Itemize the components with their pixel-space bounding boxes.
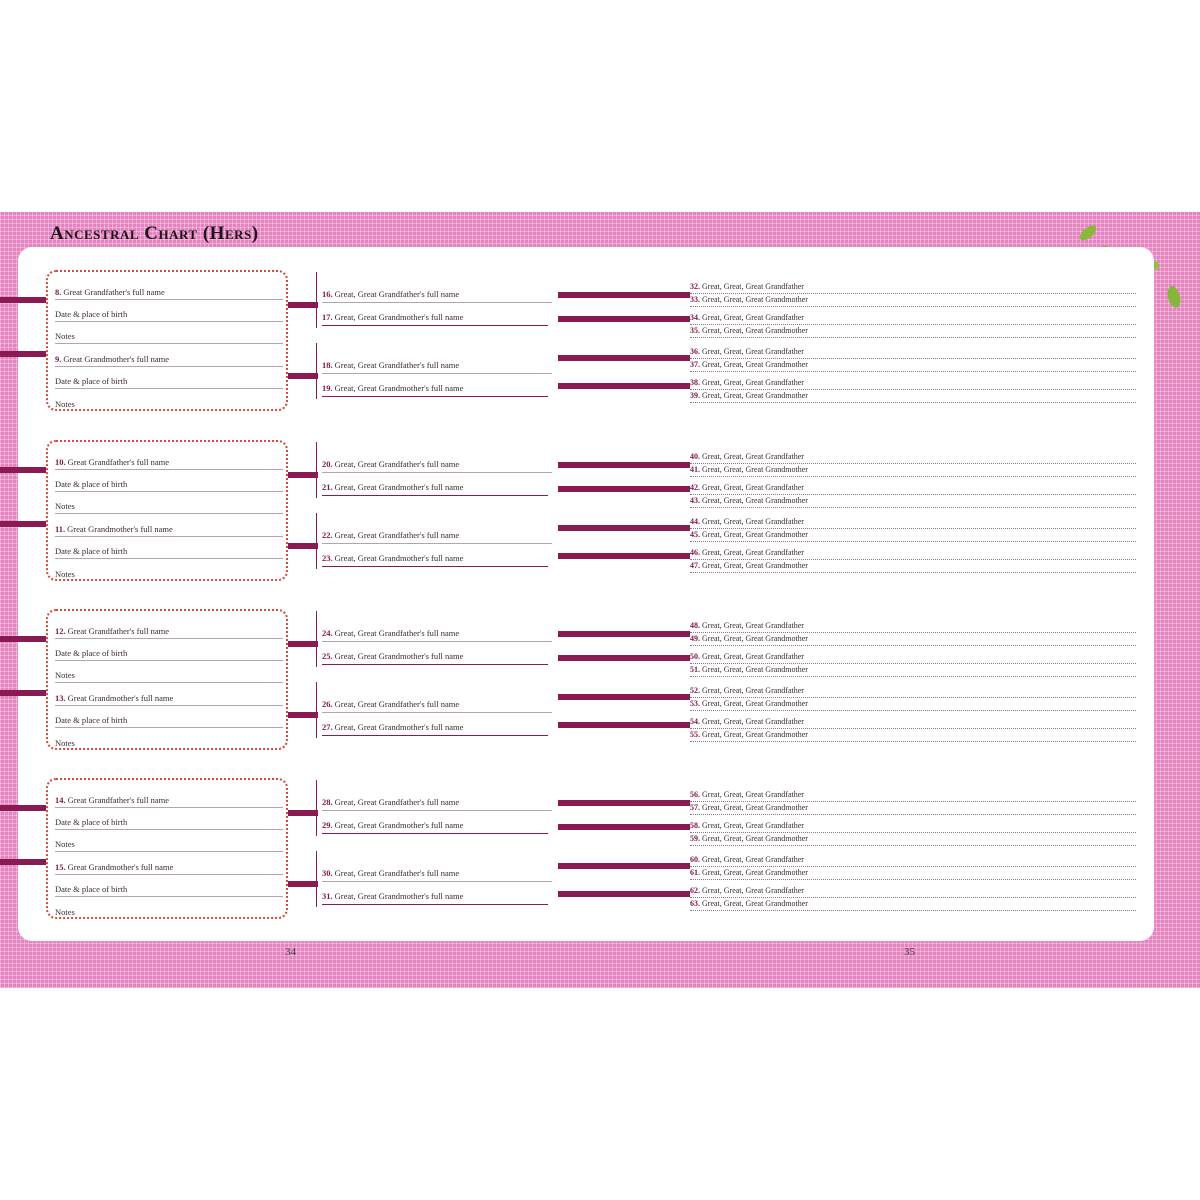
great-great-great-grandparent-field[interactable] [690, 561, 1136, 573]
entry-number: 20. [322, 459, 333, 469]
entry-number: 61. [690, 868, 700, 877]
entry-number: 12. [55, 626, 66, 636]
connector-bar [558, 824, 690, 830]
entry-label: Great, Great, Great Grandfather [702, 790, 804, 799]
entry-label: Great Grandfather's full name [67, 626, 169, 636]
connector-bar [558, 891, 690, 897]
entry-label: Notes [55, 738, 75, 748]
gm-notes-field[interactable] [55, 738, 283, 750]
entry-label: Great, Great, Great Grandmother [702, 634, 808, 643]
entry-number: 56. [690, 790, 700, 799]
connector-bar [558, 694, 690, 700]
gm-name-field[interactable] [55, 354, 283, 367]
great-great-great-grandparent-field[interactable] [690, 517, 1136, 529]
great-great-grandparent-field[interactable] [322, 699, 552, 713]
great-great-great-grandparent-field[interactable] [690, 483, 1136, 495]
entry-number: 11. [55, 524, 66, 534]
great-great-great-grandparent-field[interactable] [690, 313, 1136, 325]
great-great-grandparent-field[interactable] [322, 722, 548, 736]
entry-label: Great Grandfather's full name [67, 457, 169, 467]
great-great-great-grandparent-field[interactable] [690, 391, 1136, 403]
great-great-great-grandparent-field[interactable] [690, 378, 1136, 390]
gm-name-field[interactable] [55, 862, 283, 875]
entry-label: Great, Great, Great Grandfather [702, 686, 804, 695]
gm-name-field[interactable] [55, 693, 283, 706]
entry-label: Great, Great Grandfather's full name [334, 459, 460, 469]
connector-bar [0, 805, 46, 811]
entry-label: Great, Great Grandmother's full name [334, 891, 464, 901]
connector-bar [558, 525, 690, 531]
great-great-grandparent-field[interactable] [322, 868, 552, 882]
entry-number: 15. [55, 862, 66, 872]
entry-number: 23. [322, 553, 333, 563]
entry-label: Date & place of birth [55, 309, 128, 319]
entry-label: Great, Great, Great Grandfather [702, 483, 804, 492]
great-great-grandparent-field[interactable] [322, 360, 552, 374]
connector-bar [558, 383, 690, 389]
great-great-great-grandparent-field[interactable] [690, 899, 1136, 911]
great-great-great-grandparent-field[interactable] [690, 717, 1136, 729]
entry-number: 18. [322, 360, 333, 370]
entry-number: 37. [690, 360, 700, 369]
entry-number: 59. [690, 834, 700, 843]
entry-number: 32. [690, 282, 700, 291]
entry-number: 48. [690, 621, 700, 630]
great-great-great-grandparent-field[interactable] [690, 282, 1136, 294]
entry-label: Great, Great, Great Grandmother [702, 834, 808, 843]
connector-bar [288, 810, 318, 816]
great-great-grandparent-field[interactable] [322, 312, 548, 326]
great-great-great-grandparent-field[interactable] [690, 621, 1136, 633]
great-great-grandparent-field[interactable] [322, 820, 548, 834]
connector-bar [0, 297, 46, 303]
entry-label: Great, Great, Great Grandfather [702, 347, 804, 356]
entry-number: 57. [690, 803, 700, 812]
gf-birth-field[interactable] [55, 648, 283, 661]
page-number-right: 35 [904, 946, 915, 958]
great-great-great-grandparent-field[interactable] [690, 452, 1136, 464]
connector-bar [0, 690, 46, 696]
entry-label: Great, Great, Great Grandmother [702, 530, 808, 539]
entry-number: 43. [690, 496, 700, 505]
entry-label: Great, Great Grandfather's full name [334, 797, 460, 807]
bracket-line [316, 343, 317, 399]
great-great-grandparent-field[interactable] [322, 459, 552, 473]
connector-bar [558, 655, 690, 661]
entry-label: Great Grandmother's full name [67, 524, 173, 534]
entry-number: 28. [322, 797, 333, 807]
connector-bar [558, 800, 690, 806]
entry-label: Great, Great, Great Grandmother [702, 465, 808, 474]
great-great-great-grandparent-field[interactable] [690, 465, 1136, 477]
gm-notes-field[interactable] [55, 907, 283, 919]
entry-label: Great, Great, Great Grandmother [702, 868, 808, 877]
entry-label: Great, Great Grandmother's full name [334, 651, 464, 661]
entry-number: 8. [55, 287, 62, 297]
entry-label: Notes [55, 839, 75, 849]
gf-birth-field[interactable] [55, 817, 283, 830]
great-great-great-grandparent-field[interactable] [690, 548, 1136, 560]
entry-number: 40. [690, 452, 700, 461]
entry-number: 44. [690, 517, 700, 526]
entry-label: Great, Great, Great Grandmother [702, 391, 808, 400]
entry-label: Great, Great, Great Grandfather [702, 652, 804, 661]
entry-number: 49. [690, 634, 700, 643]
entry-number: 13. [55, 693, 66, 703]
gf-name-field[interactable] [55, 287, 283, 300]
bracket-line [316, 513, 317, 569]
gf-birth-field[interactable] [55, 309, 283, 322]
entry-label: Great, Great Grandmother's full name [334, 820, 464, 830]
connector-bar [558, 553, 690, 559]
entry-number: 35. [690, 326, 700, 335]
entry-label: Great, Great, Great Grandmother [702, 730, 808, 739]
bracket-line [316, 272, 317, 328]
great-great-great-grandparent-field[interactable] [690, 686, 1136, 698]
entry-number: 39. [690, 391, 700, 400]
entry-label: Notes [55, 569, 75, 579]
entry-label: Great Grandmother's full name [63, 354, 169, 364]
entry-label: Date & place of birth [55, 376, 128, 386]
entry-number: 41. [690, 465, 700, 474]
entry-label: Great, Great Grandmother's full name [334, 312, 464, 322]
entry-label: Great, Great, Great Grandfather [702, 821, 804, 830]
gf-notes-field[interactable] [55, 331, 283, 344]
great-great-grandparent-field[interactable] [322, 797, 552, 811]
entry-number: 58. [690, 821, 700, 830]
entry-label: Great, Great Grandfather's full name [334, 289, 460, 299]
entry-number: 42. [690, 483, 700, 492]
gf-birth-field[interactable] [55, 479, 283, 492]
entry-label: Great, Great Grandmother's full name [334, 482, 464, 492]
entry-label: Great, Great, Great Grandmother [702, 699, 808, 708]
connector-bar [0, 859, 46, 865]
great-great-great-grandparent-field[interactable] [690, 790, 1136, 802]
connector-bar [558, 316, 690, 322]
entry-number: 50. [690, 652, 700, 661]
gf-name-field[interactable] [55, 795, 283, 808]
entry-label: Great, Great, Great Grandmother [702, 295, 808, 304]
great-great-great-grandparent-field[interactable] [690, 803, 1136, 815]
gm-notes-field[interactable] [55, 569, 283, 581]
gf-notes-field[interactable] [55, 501, 283, 514]
great-great-great-grandparent-field[interactable] [690, 868, 1136, 880]
gf-notes-field[interactable] [55, 670, 283, 683]
connector-bar [288, 302, 318, 308]
entry-number: 25. [322, 651, 333, 661]
entry-number: 17. [322, 312, 333, 322]
great-great-great-grandparent-field[interactable] [690, 360, 1136, 372]
gm-birth-field[interactable] [55, 546, 283, 559]
entry-label: Notes [55, 907, 75, 917]
great-great-great-grandparent-field[interactable] [690, 855, 1136, 867]
entry-number: 54. [690, 717, 700, 726]
entry-label: Great, Great, Great Grandfather [702, 621, 804, 630]
entry-number: 14. [55, 795, 66, 805]
connector-bar [288, 641, 318, 647]
entry-number: 29. [322, 820, 333, 830]
gm-name-field[interactable] [55, 524, 283, 537]
gm-birth-field[interactable] [55, 884, 283, 897]
entry-number: 60. [690, 855, 700, 864]
connector-bar [558, 355, 690, 361]
gf-notes-field[interactable] [55, 839, 283, 852]
entry-number: 51. [690, 665, 700, 674]
entry-number: 31. [322, 891, 333, 901]
great-great-great-grandparent-field[interactable] [690, 347, 1136, 359]
great-great-great-grandparent-field[interactable] [690, 821, 1136, 833]
entry-number: 30. [322, 868, 333, 878]
connector-bar [558, 722, 690, 728]
great-great-grandparent-field[interactable] [322, 651, 548, 665]
great-great-great-grandparent-field[interactable] [690, 665, 1136, 677]
entry-number: 63. [690, 899, 700, 908]
entry-label: Great, Great, Great Grandfather [702, 517, 804, 526]
entry-label: Great Grandfather's full name [63, 287, 165, 297]
great-great-great-grandparent-field[interactable] [690, 652, 1136, 664]
leaf-icon [1076, 222, 1100, 244]
entry-number: 46. [690, 548, 700, 557]
connector-bar [288, 373, 318, 379]
bracket-line [316, 611, 317, 667]
connector-bar [558, 486, 690, 492]
bracket-line [316, 682, 317, 738]
entry-label: Date & place of birth [55, 817, 128, 827]
entry-number: 24. [322, 628, 333, 638]
entry-label: Great, Great, Great Grandfather [702, 313, 804, 322]
entry-label: Great, Great, Great Grandmother [702, 561, 808, 570]
gm-notes-field[interactable] [55, 399, 283, 411]
bracket-line [316, 851, 317, 907]
great-great-grandparent-field[interactable] [322, 628, 552, 642]
entry-label: Great, Great, Great Grandmother [702, 360, 808, 369]
entry-label: Great, Great, Great Grandfather [702, 886, 804, 895]
entry-number: 9. [55, 354, 62, 364]
great-great-great-grandparent-field[interactable] [690, 730, 1136, 742]
entry-label: Notes [55, 331, 75, 341]
entry-label: Date & place of birth [55, 546, 128, 556]
connector-bar [558, 631, 690, 637]
entry-number: 52. [690, 686, 700, 695]
entry-label: Great, Great, Great Grandfather [702, 378, 804, 387]
entry-number: 33. [690, 295, 700, 304]
great-great-grandparent-field[interactable] [322, 530, 552, 544]
great-great-great-grandparent-field[interactable] [690, 634, 1136, 646]
entry-number: 38. [690, 378, 700, 387]
entry-label: Great, Great, Great Grandmother [702, 326, 808, 335]
entry-label: Great Grandmother's full name [67, 862, 174, 872]
connector-bar [558, 292, 690, 298]
connector-bar [0, 521, 46, 527]
entry-label: Great, Great Grandfather's full name [334, 628, 460, 638]
entry-number: 45. [690, 530, 700, 539]
connector-bar [558, 462, 690, 468]
entry-label: Great, Great, Great Grandfather [702, 452, 804, 461]
entry-label: Great Grandfather's full name [67, 795, 169, 805]
entry-label: Great, Great Grandmother's full name [334, 553, 464, 563]
entry-number: 27. [322, 722, 333, 732]
gf-name-field[interactable] [55, 457, 283, 470]
bracket-line [316, 442, 317, 498]
entry-label: Great, Great, Great Grandfather [702, 717, 804, 726]
great-great-great-grandparent-field[interactable] [690, 699, 1136, 711]
page-number-left: 34 [285, 946, 296, 958]
entry-number: 47. [690, 561, 700, 570]
gf-name-field[interactable] [55, 626, 283, 639]
entry-label: Great, Great Grandfather's full name [334, 699, 460, 709]
entry-number: 55. [690, 730, 700, 739]
connector-bar [0, 636, 46, 642]
entry-number: 16. [322, 289, 333, 299]
entry-number: 22. [322, 530, 333, 540]
great-great-grandparent-field[interactable] [322, 891, 548, 905]
entry-label: Great, Great Grandmother's full name [334, 383, 464, 393]
entry-label: Great Grandmother's full name [67, 693, 174, 703]
entry-number: 26. [322, 699, 333, 709]
great-great-grandparent-field[interactable] [322, 383, 548, 397]
great-great-great-grandparent-field[interactable] [690, 886, 1136, 898]
entry-label: Great, Great Grandmother's full name [334, 722, 464, 732]
gm-birth-field[interactable] [55, 715, 283, 728]
connector-bar [558, 863, 690, 869]
entry-number: 19. [322, 383, 333, 393]
entry-number: 21. [322, 482, 333, 492]
great-great-great-grandparent-field[interactable] [690, 834, 1136, 846]
leaf-icon [1164, 284, 1184, 310]
great-great-great-grandparent-field[interactable] [690, 496, 1136, 508]
connector-bar [288, 712, 318, 718]
entry-label: Great, Great Grandfather's full name [334, 868, 460, 878]
great-great-great-grandparent-field[interactable] [690, 295, 1136, 307]
entry-number: 10. [55, 457, 66, 467]
entry-label: Great, Great, Great Grandmother [702, 899, 808, 908]
entry-label: Great, Great Grandfather's full name [334, 360, 460, 370]
entry-label: Great, Great, Great Grandfather [702, 855, 804, 864]
entry-label: Date & place of birth [55, 648, 128, 658]
connector-bar [288, 881, 318, 887]
entry-label: Great, Great Grandfather's full name [334, 530, 460, 540]
entry-number: 36. [690, 347, 700, 356]
great-great-great-grandparent-field[interactable] [690, 530, 1136, 542]
entry-label: Date & place of birth [55, 884, 128, 894]
great-great-grandparent-field[interactable] [322, 482, 548, 496]
gm-birth-field[interactable] [55, 376, 283, 389]
connector-bar [288, 543, 318, 549]
bracket-line [316, 780, 317, 836]
entry-label: Great, Great, Great Grandfather [702, 548, 804, 557]
entry-label: Great, Great, Great Grandmother [702, 803, 808, 812]
entry-label: Notes [55, 501, 75, 511]
entry-number: 62. [690, 886, 700, 895]
entry-number: 34. [690, 313, 700, 322]
connector-bar [288, 472, 318, 478]
entry-label: Great, Great, Great Grandmother [702, 496, 808, 505]
connector-bar [0, 351, 46, 357]
great-great-grandparent-field[interactable] [322, 289, 552, 303]
great-great-grandparent-field[interactable] [322, 553, 548, 567]
entry-label: Notes [55, 670, 75, 680]
entry-number: 53. [690, 699, 700, 708]
entry-label: Notes [55, 399, 75, 409]
entry-label: Great, Great, Great Grandfather [702, 282, 804, 291]
page-title: Ancestral Chart (Hers) [50, 223, 259, 244]
great-great-great-grandparent-field[interactable] [690, 326, 1136, 338]
entry-label: Great, Great, Great Grandmother [702, 665, 808, 674]
connector-bar [0, 467, 46, 473]
entry-label: Date & place of birth [55, 479, 128, 489]
entry-label: Date & place of birth [55, 715, 128, 725]
